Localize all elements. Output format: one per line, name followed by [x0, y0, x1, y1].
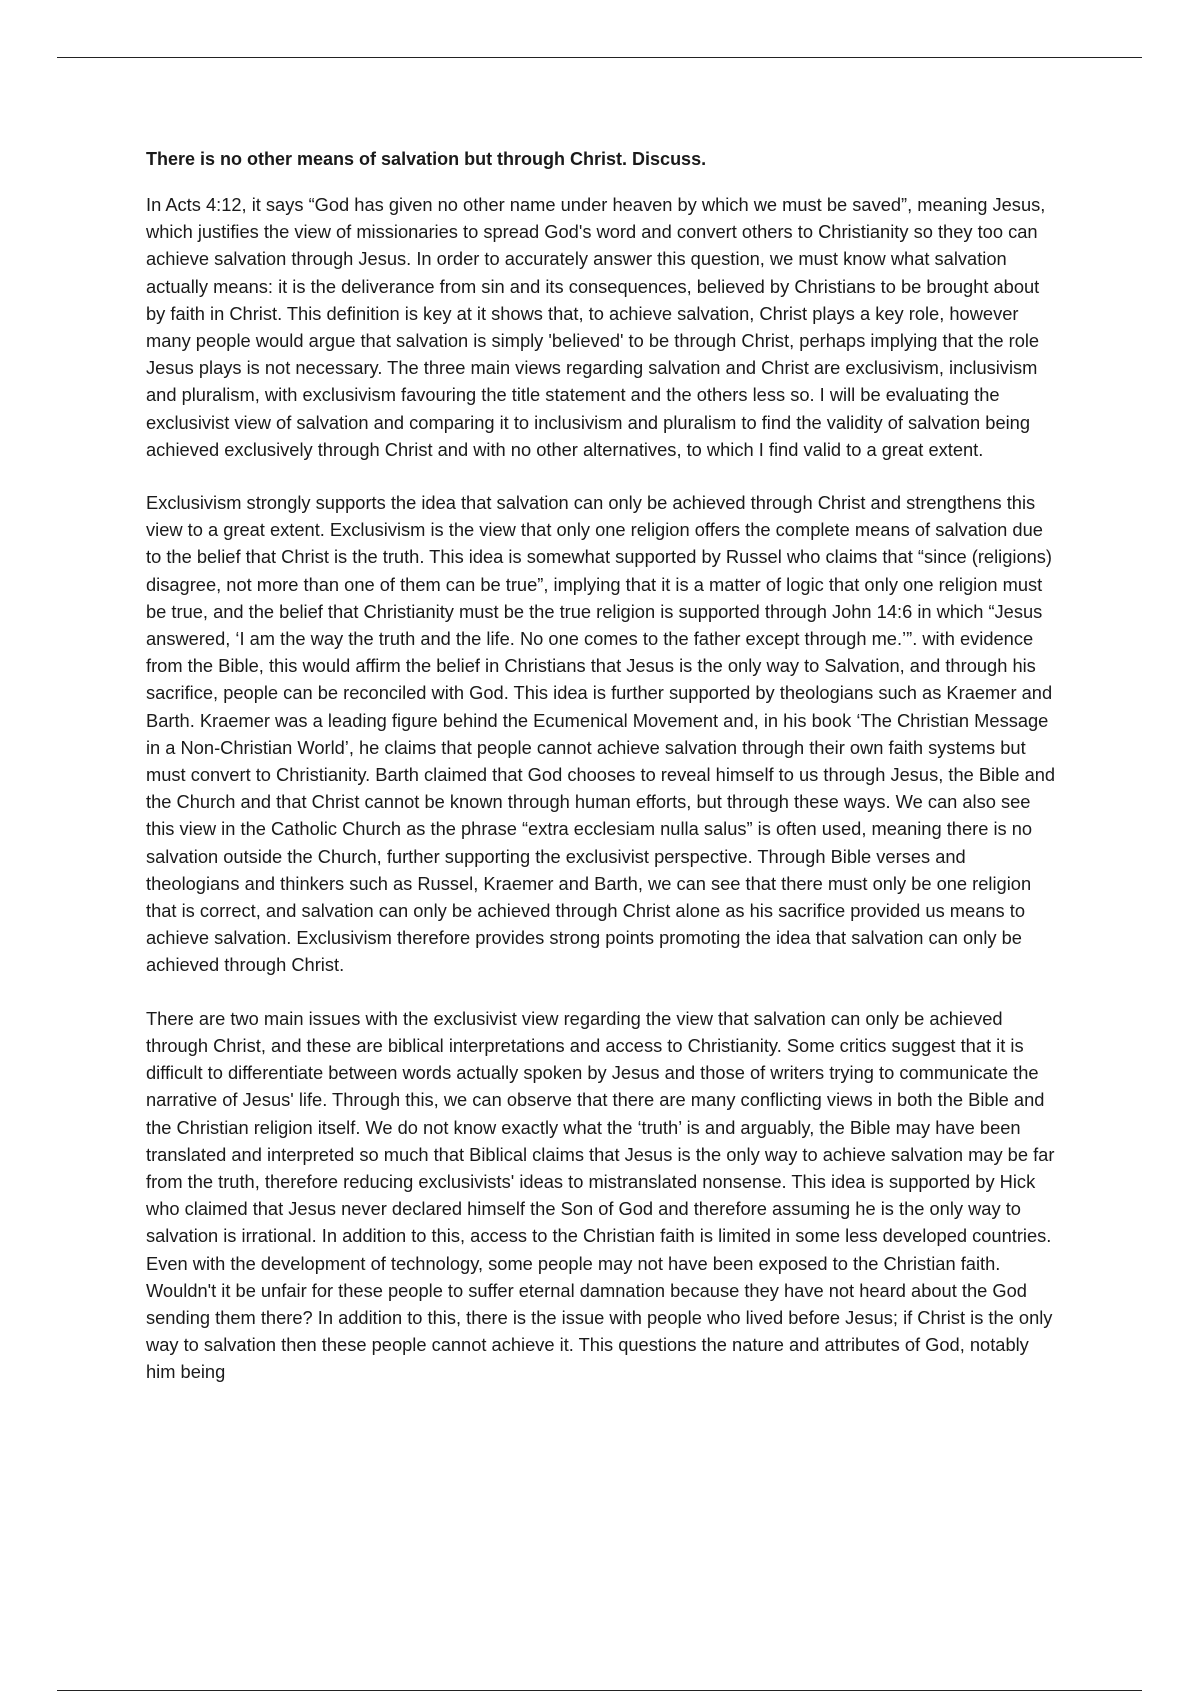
- footer-rule: [57, 1690, 1142, 1691]
- paragraph-intro: In Acts 4:12, it says “God has given no other name under heaven by which we must be saved”, meaning Jesus, which justifies the view of missionaries to spread God's word and convert others to Christianity so they too can achieve salvation through Jesus. In order to accurately answer this question, we must know what salvation actually means: it is the deliverance from sin and its consequences, believed by Christians to be brought about by faith in Christ. This definition is key at it shows that, to achieve salvation, Christ plays a key role, however many people would argue that salvation is simply 'believed' to be through Christ, perhaps implying that the role Jesus plays is not necessary. The three main views regarding salvation and Christ are exclusivism, inclusivism and pluralism, with exclusivism favouring the title statement and the others less so. I will be evaluating the exclusivist view of salvation and comparing it to inclusivism and pluralism to find the validity of salvation being achieved exclusively through Christ and with no other alternatives, to which I find valid to a great extent.: [146, 194, 1046, 460]
- paragraph-criticism: There are two main issues with the exclusivist view regarding the view that salvation can only be achieved through Christ, and these are biblical interpretations and access to Christianity. Some critics suggest that it is difficult to differentiate between words actually spoken by Jesus and those of writers trying to communicate the narrative of Jesus' life. Through this, we can observe that there are many conflicting views in both the Bible and the Christian religion itself. We do not know exactly what the ‘truth’ is and arguably, the Bible may have been translated and interpreted so much that Biblical claims that Jesus is the only way to achieve salvation may be far from the truth, therefore reducing exclusivists' ideas to mistranslated nonsense. This idea is supported by Hick who claimed that Jesus never declared himself the Son of God and therefore assuming he is the only way to salvation is irrational. In addition to this, access to the Christian faith is limited in some less developed countries. Even with the development of technology, some people may not have been exposed to the Christian faith. Wouldn't it be unfair for these people to suffer eternal damnation because they have not heard about the God sending them there? In addition to this, there is the issue with people who lived before Jesus; if Christ is the only way to salvation then these people cannot achieve it. This questions the nature and attributes of God, notably him being: [146, 1007, 1055, 1383]
- document-page: [146, 145, 1061, 1412]
- essay-title: There is no other means of salvation but through Christ. Discuss.: [146, 149, 707, 169]
- paragraph-exclusivism: Exclusivism strongly supports the idea that salvation can only be achieved through Christ and strengthens this view to a great extent. Exclusivism is the view that only one religion offers the complete means of salvation due to the belief that Christ is the truth. This idea is somewhat supported by Russel who claims that “since (religions) disagree, not more than one of them can be true”, implying that it is a matter of logic that only one religion must be true, and the belief that Christianity must be the true religion is supported through John 14:6 in which “Jesus answered, ‘I am the way the truth and the life. No one comes to the father except through me.’”. with evidence from the Bible, this would affirm the belief in Christians that Jesus is the only way to Salvation, and through his sacrifice, people can be reconciled with God. This idea is further supported by theologians such as Kraemer and Barth. Kraemer was a leading figure behind the Ecumenical Movement and, in his book ‘The Christian Message in a Non-Christian World’, he claims that people cannot achieve salvation through their own faith systems but must convert to Christianity. Barth claimed that God chooses to reveal himself to us through Jesus, the Bible and the Church and that Christ cannot be known through human efforts, but through these ways. We can also see this view in the Catholic Church as the phrase “extra ecclesiam nulla salus” is often used, meaning there is no salvation outside the Church, further supporting the exclusivist perspective. Through Bible verses and theologians and thinkers such as Russel, Kraemer and Barth, we can see that there must only be one religion that is correct, and salvation can only be achieved through Christ alone as his sacrifice provided us means to achieve salvation. Exclusivism therefore provides strong points promoting the idea that salvation can only be achieved through Christ.: [146, 492, 1056, 976]
- header-rule: [57, 57, 1142, 58]
